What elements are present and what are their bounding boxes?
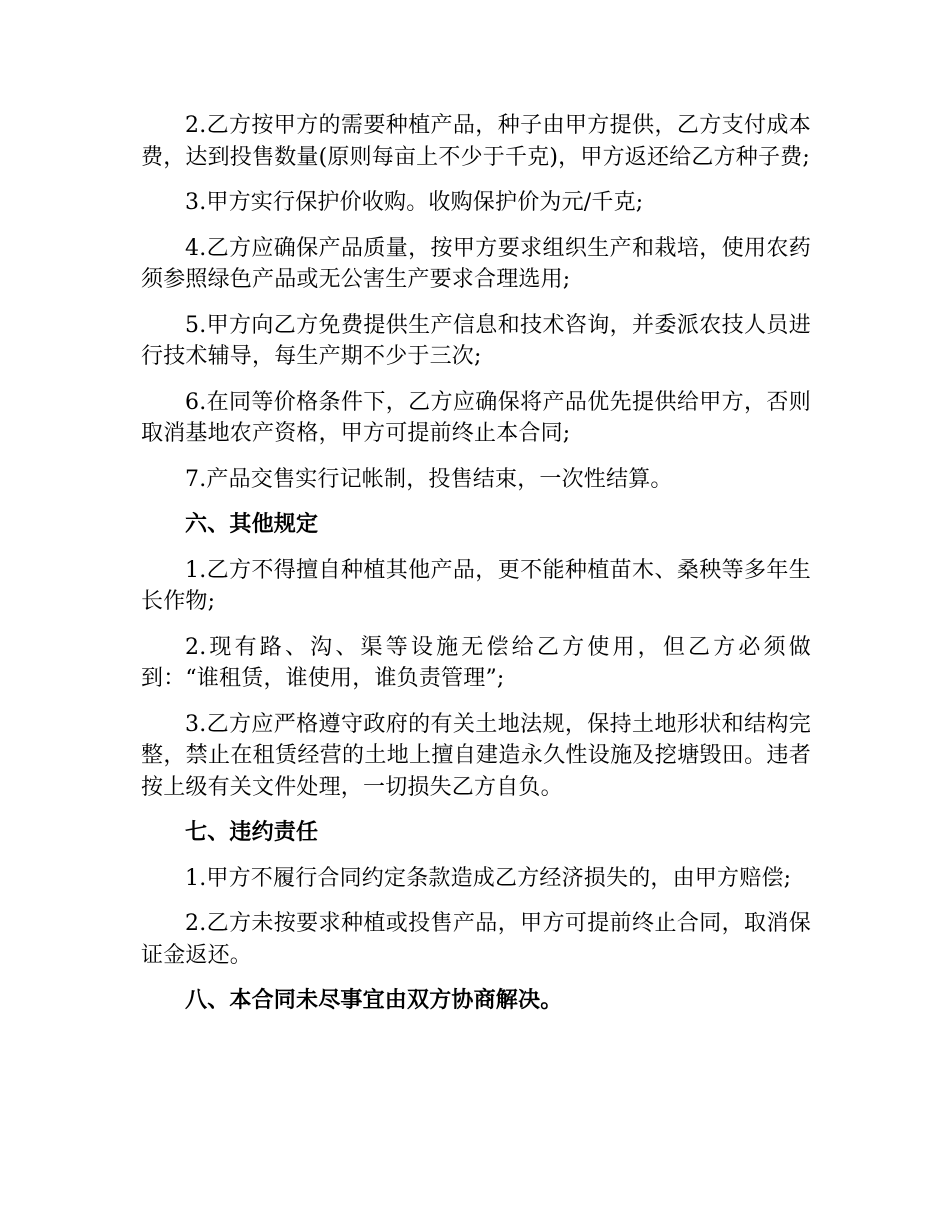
clause-6-3: 3.乙方应严格遵守政府的有关土地法规，保持土地形状和结构完整，禁止在租赁经营的土地上擅自建造永久性设施及挖塘毁田。违者按上级有关文件处理，一切损失乙方自负。: [141, 711, 811, 800]
section-7-heading: 七、违约责任: [185, 819, 319, 845]
clause-5-5: 5.甲方向乙方免费提供生产信息和技术咨询，并委派农技人员进行技术辅导，每生产期不少于三次;: [141, 312, 811, 369]
section-6-heading: 六、其他规定: [185, 511, 319, 537]
clause-6-1: 1.乙方不得擅自种植其他产品，更不能种植苗木、桑秧等多年生长作物;: [141, 557, 811, 614]
clause-5-7: 7.产品交售实行记帐制，投售结束，一次性结算。: [185, 466, 673, 492]
clause-5-4: 4.乙方应确保产品质量，按甲方要求组织生产和栽培，使用农药须参照绿色产品或无公害生产要求合理选用;: [141, 235, 811, 292]
clause-7-2: 2.乙方未按要求种植或投售产品，甲方可提前终止合同，取消保证金返还。: [141, 911, 811, 968]
clause-7-1: 1.甲方不履行合同约定条款造成乙方经济损失的，由甲方赔偿;: [185, 865, 792, 891]
clause-5-6: 6.在同等价格条件下，乙方应确保将产品优先提供给甲方，否则取消基地农产资格，甲方可提前终止本合同;: [141, 389, 811, 446]
section-8-heading: 八、本合同未尽事宜由双方协商解决。: [185, 987, 563, 1013]
clause-5-2: 2.乙方按甲方的需要种植产品，种子由甲方提供，乙方支付成本费，达到投售数量(原则每亩上不少于千克)，甲方返还给乙方种子费;: [141, 113, 811, 170]
document-page: [141, 110, 811, 1031]
clause-6-2: 2.现有路、沟、渠等设施无偿给乙方使用，但乙方必须做到：“谁租赁，谁使用，谁负责管理”;: [141, 634, 811, 691]
clause-5-3: 3.甲方实行保护价收购。收购保护价为元/千克;: [185, 190, 644, 215]
